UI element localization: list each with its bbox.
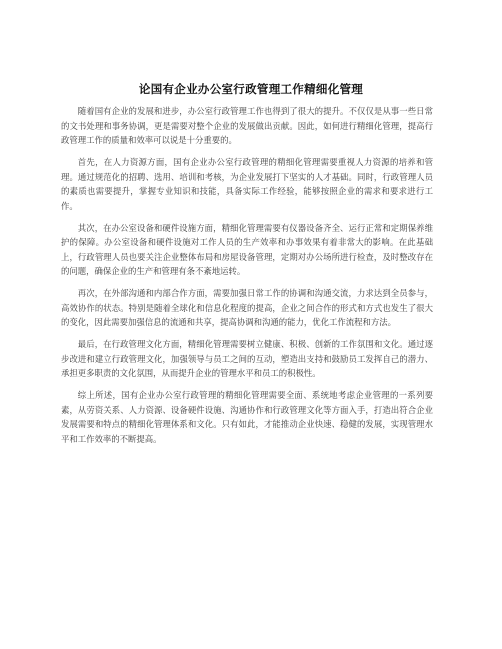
paragraph-human-resources: 首先，在人力资源方面，国有企业办公室行政管理的精细化管理需要重视人力资源的培养和管理。通过规范化的招聘、选用、培训和考核，为企业发展打下坚实的人才基础。同时，行政管理人员的素质也需要提升，掌握专业知识和技能，具备实际工作经验，能够按照企业的需求和要求进行工作。 — [61, 157, 433, 211]
paragraph-communication: 再次，在外部沟通和内部合作方面，需要加强日常工作的协调和沟通交流，力求达到全员参与，高效协作的状态。特别是随着全球化和信息化程度的提高，企业之间合作的形式和方式也发生了很大的变化，因此需要加强信息的流通和共享，提高协调和沟通的能力，优化工作流程和方法。 — [61, 288, 433, 327]
paragraph-office-equipment: 其次，在办公室设备和硬件设施方面，精细化管理需要有仪器设备齐全、运行正常和定期保养维护的保障。办公室设备和硬件设施对工作人员的生产效率和办事效果有着非常大的影响。在此基础上，行政管理人员也要关注企业整体布局和房屋设备管理，定期对办公场所进行检查，及时整改存在的问题，确保企业的生产和管理有条不紊地运转。 — [61, 222, 433, 276]
paragraph-intro: 随着国有企业的发展和进步，办公室行政管理工作也得到了很大的提升。不仅仅是从事一些日常的文书处理和事务协调，更是需要对整个企业的发展做出贡献。因此，如何进行精细化管理，提高行政管理工作的质量和效率可以说是十分重要的。 — [61, 106, 433, 145]
paragraph-management-culture: 最后，在行政管理文化方面，精细化管理需要树立健康、积极、创新的工作氛围和文化。通过逐步改进和建立行政管理文化，加强领导与员工之间的互动，塑造出支持和鼓励员工发挥自己的潜力、承担更多职责的文化氛围，从而提升企业的管理水平和员工的积极性。 — [61, 339, 433, 378]
document-title: 论国有企业办公室行政管理工作精细化管理 — [138, 82, 364, 96]
document-body — [61, 104, 433, 454]
paragraph-conclusion: 综上所述，国有企业办公室行政管理的精细化管理需要全面、系统地考虑企业管理的一系列要素，从劳资关系、人力资源、设备硬件设施、沟通协作和行政管理文化等方面入手，打造出符合企业发展需要和特点的精细化管理体系和文化。只有如此，才能推动企业快速、稳健的发展，实现管理水平和工作效率的不断提高。 — [61, 390, 433, 444]
